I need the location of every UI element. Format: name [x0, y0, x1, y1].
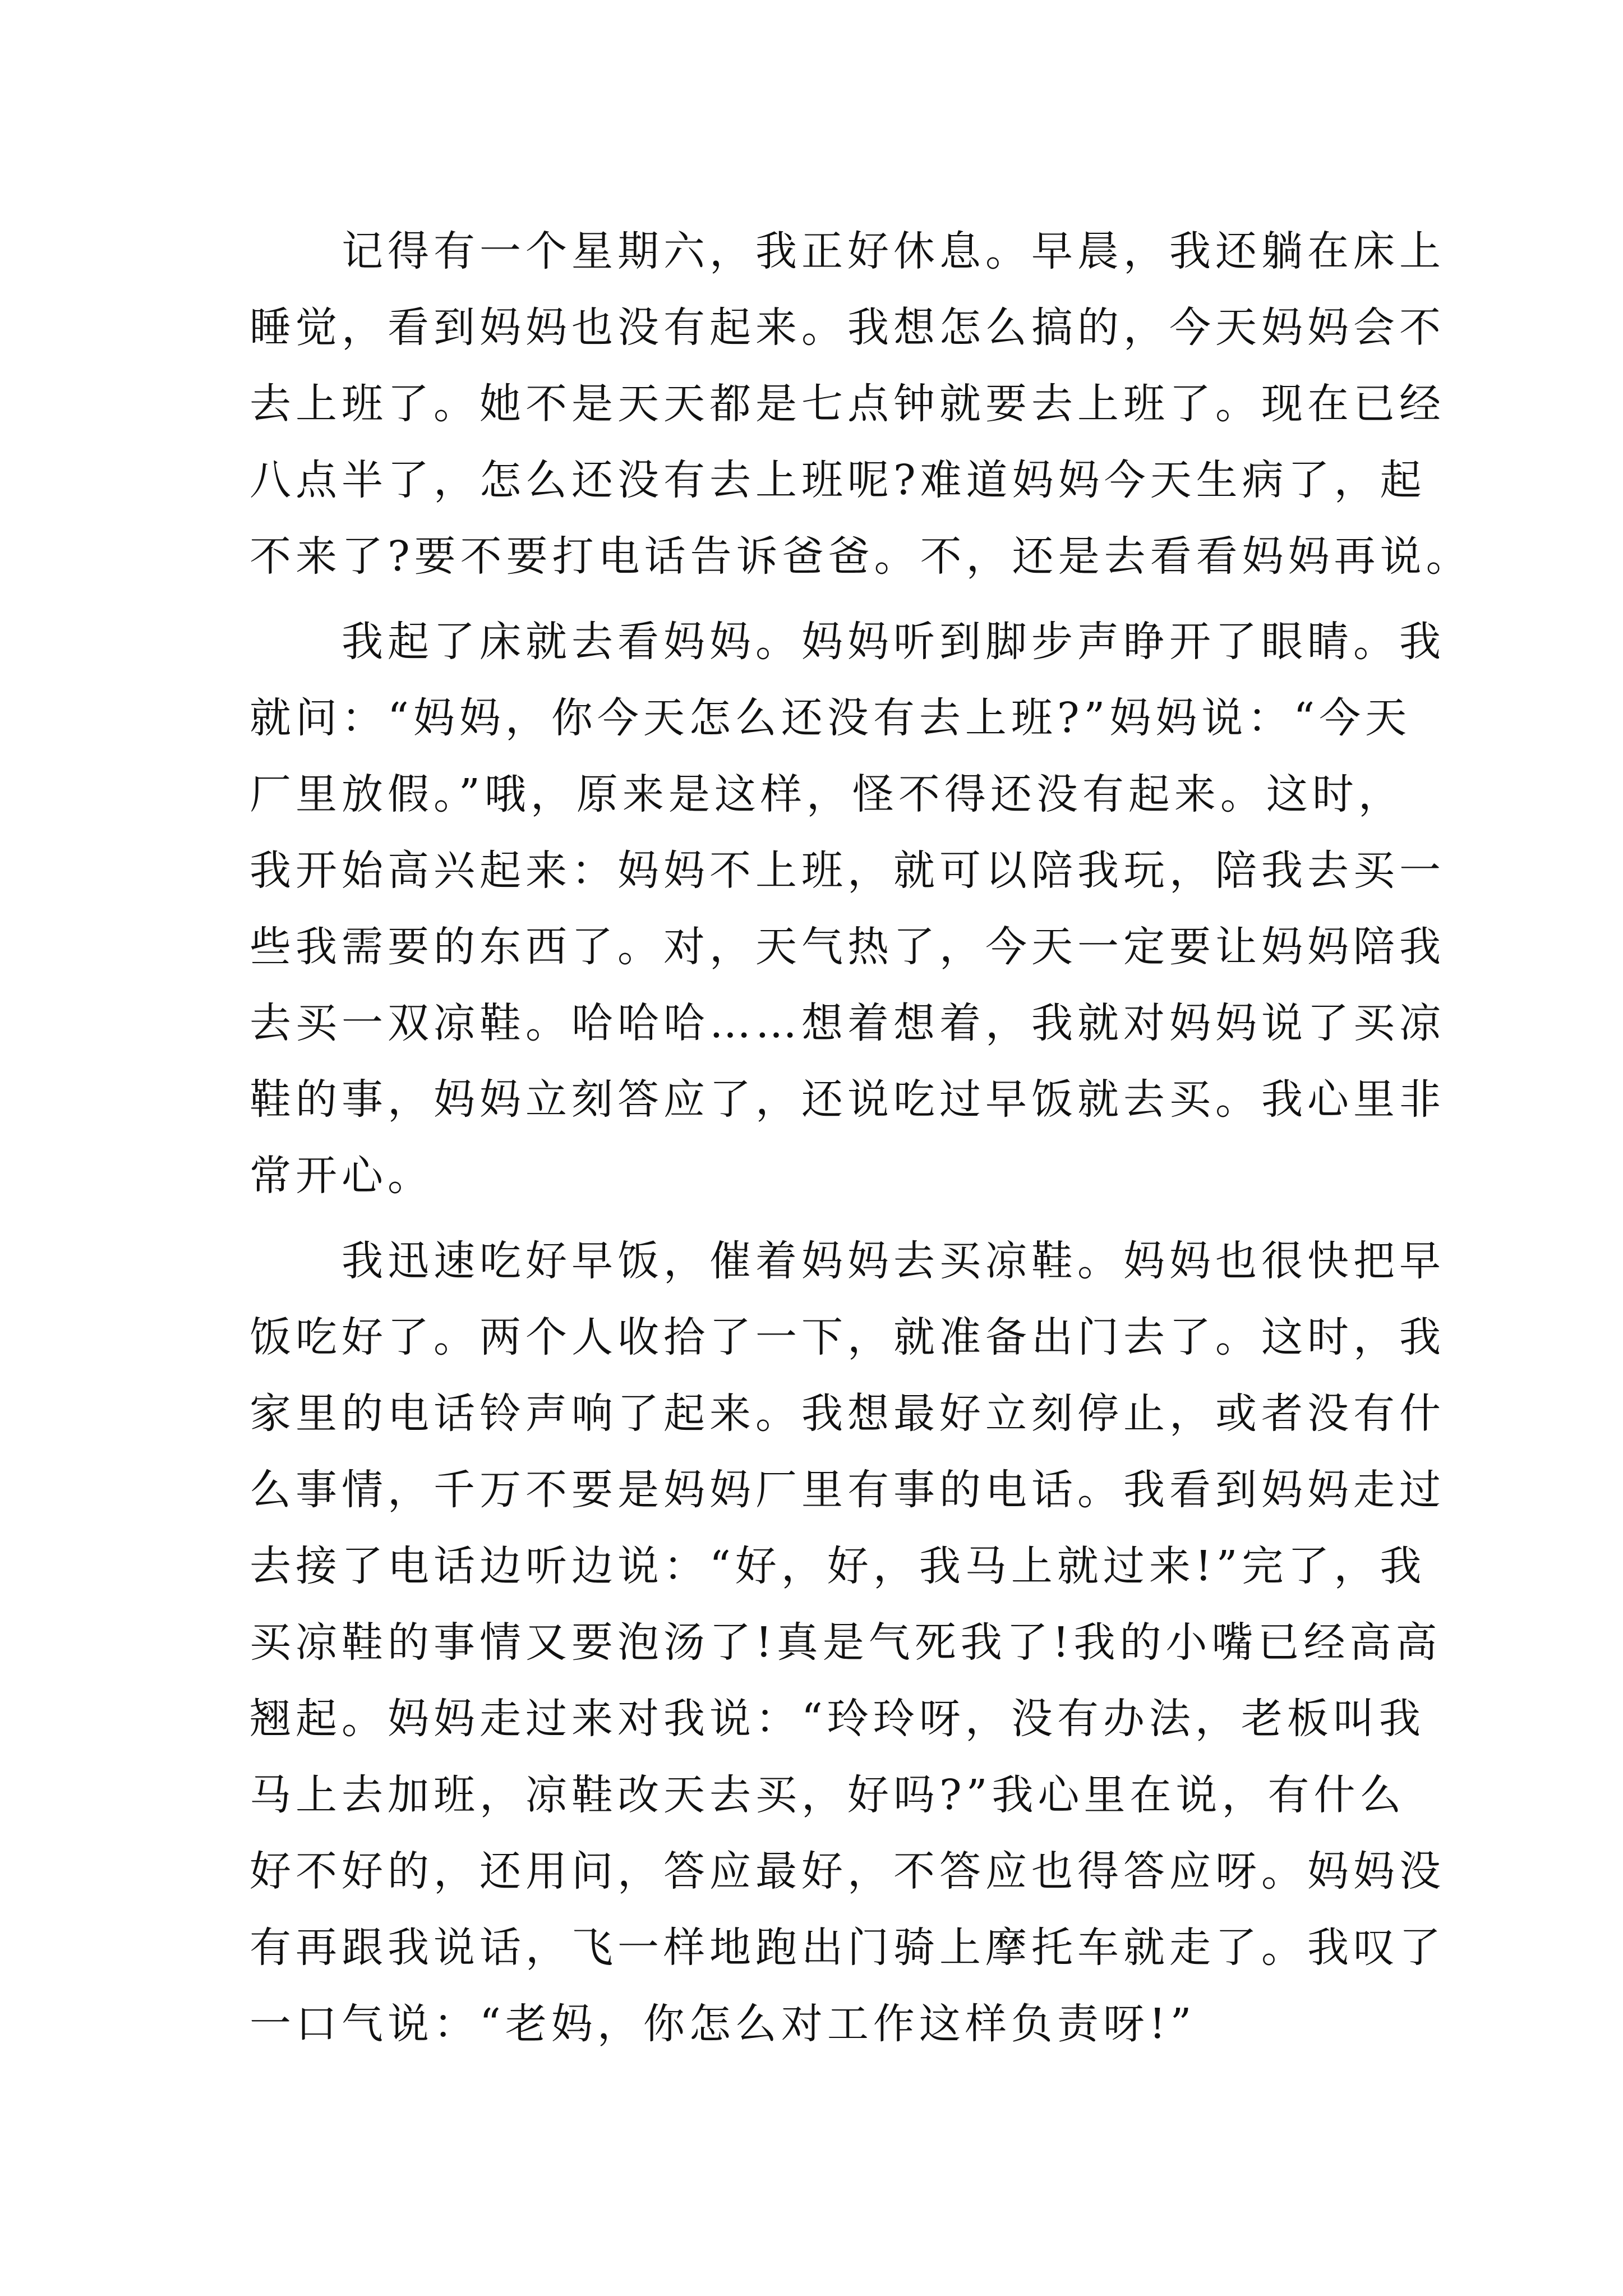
- text-line: 不来了?要不要打电话告诉爸爸。不，还是去看看妈妈再说。: [250, 532, 1472, 581]
- text-line: 常开心。: [250, 1152, 434, 1200]
- text-line: 有再跟我说话，飞一样地跑出门骑上摩托车就走了。我叹了: [250, 1924, 1445, 1972]
- text-line: 我起了床就去看妈妈。妈妈听到脚步声睁开了眼睛。我: [250, 618, 1445, 666]
- text-line: 些我需要的东西了。对，天气热了，今天一定要让妈妈陪我: [250, 923, 1445, 971]
- paragraph-3: [250, 1223, 1445, 2062]
- text-line: 记得有一个星期六，我正好休息。早晨，我还躺在床上: [250, 227, 1445, 275]
- document-page: [250, 213, 1472, 2062]
- text-line: 么事情，千万不要是妈妈厂里有事的电话。我看到妈妈走过: [250, 1466, 1445, 1514]
- paragraph-1: [250, 213, 1472, 595]
- text-line: 八点半了，怎么还没有去上班呢?难道妈妈今天生病了，起: [250, 456, 1426, 504]
- text-line: 翘起。妈妈走过来对我说：“玲玲呀，没有办法，老板叫我: [250, 1695, 1425, 1743]
- text-line: 去接了电话边听边说：“好，好，我马上就过来!”完了，我: [250, 1542, 1426, 1590]
- text-line: 我迅速吃好早饭，催着妈妈去买凉鞋。妈妈也很快把早: [250, 1237, 1445, 1285]
- text-line: 睡觉，看到妈妈也没有起来。我想怎么搞的，今天妈妈会不: [250, 303, 1445, 352]
- text-line: 家里的电话铃声响了起来。我想最好立刻停止，或者没有什: [250, 1389, 1445, 1438]
- text-line: 去上班了。她不是天天都是七点钟就要去上班了。现在已经: [250, 380, 1445, 428]
- text-line: 厂里放假。”哦，原来是这样，怪不得还没有起来。这时，: [250, 770, 1404, 818]
- text-line: 一口气说：“老妈，你怎么对工作这样负责呀!”: [250, 2000, 1196, 2048]
- paragraph-spacer: [250, 1214, 1394, 1223]
- text-line: 我开始高兴起来：妈妈不上班，就可以陪我玩，陪我去买一: [250, 846, 1445, 895]
- paragraph-2: [250, 604, 1445, 1214]
- text-line: 就问：“妈妈，你今天怎么还没有去上班?”妈妈说：“今天: [250, 694, 1412, 742]
- text-line: 马上去加班，凉鞋改天去买，好吗?”我心里在说，有什么: [250, 1771, 1406, 1819]
- text-line: 买凉鞋的事情又要泡汤了!真是气死我了!我的小嘴已经高高: [250, 1618, 1442, 1667]
- text-line: 好不好的，还用问，答应最好，不答应也得答应呀。妈妈没: [250, 1847, 1445, 1895]
- text-line: 饭吃好了。两个人收拾了一下，就准备出门去了。这时，我: [250, 1313, 1445, 1361]
- paragraph-spacer: [250, 595, 1394, 604]
- text-line: 鞋的事，妈妈立刻答应了，还说吃过早饭就去买。我心里非: [250, 1075, 1445, 1124]
- text-line: 去买一双凉鞋。哈哈哈……想着想着，我就对妈妈说了买凉: [250, 999, 1445, 1047]
